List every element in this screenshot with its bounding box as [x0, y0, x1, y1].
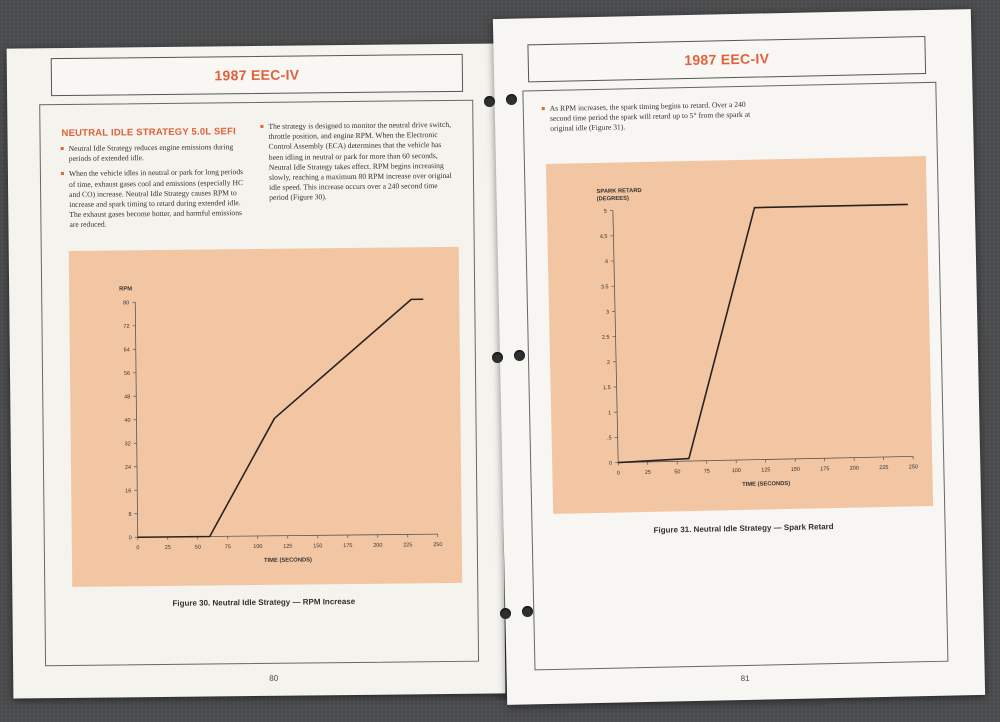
left-column-2-bullets	[259, 120, 454, 209]
y-tick-label: 0	[128, 535, 132, 542]
x-tick-label: 0	[616, 470, 621, 477]
y-tick-label: 32	[124, 441, 131, 448]
y-axis-label: (DEGREES)	[596, 195, 629, 203]
series-line	[135, 299, 425, 537]
y-tick-label: 2.5	[601, 334, 610, 341]
bullet-item: The strategy is designed to monitor the neutral drive switch, throttle position, and engine RPM. When the Electronic Control Assembly (ECA) determines that the vehicle has been idling in neutral or park for more than 60 seconds, Neutral Idle Strategy takes effect. RPM begins increasing slowly, reaching a maximum 80 RPM increase over original idle speed. This increase occurs over a 240 second time period (Figure 30).	[259, 120, 454, 204]
figure-31-caption: Figure 31. Neutral Idle Strategy — Spark Retard	[653, 522, 834, 535]
x-tick-label: 150	[790, 466, 801, 473]
x-tick-label: 25	[644, 469, 652, 476]
right-page-header	[527, 36, 926, 82]
x-tick-label: 100	[253, 543, 263, 551]
x-tick-label: 0	[136, 545, 140, 552]
x-axis-label: TIME (SECONDS)	[742, 480, 791, 488]
x-tick-label: 250	[433, 542, 443, 549]
y-tick-label: .5	[607, 435, 612, 442]
x-tick-label: 225	[403, 542, 413, 549]
right-page	[493, 9, 985, 705]
y-tick-label: 24	[124, 464, 132, 471]
y-tick-label: 1.5	[602, 385, 611, 392]
x-tick-label: 50	[194, 544, 201, 551]
bullet-item: Neutral Idle Strategy reduces engine emissions during periods of extended idle.	[60, 142, 250, 164]
left-page	[7, 43, 506, 698]
spark-retard-chart	[546, 156, 933, 514]
binder-hole	[492, 352, 503, 363]
y-tick-label: 0	[609, 460, 613, 467]
left-column-1-bullets	[60, 142, 251, 236]
bullet-item: As RPM increases, the spark timing begins to retard. Over a 240 second time period the spark will retard up to 5° from the spark at original idle (Figure 31).	[541, 100, 752, 135]
x-axis-label: TIME (SECONDS)	[263, 557, 313, 564]
x-tick-label: 50	[674, 469, 681, 476]
x-tick-label: 125	[283, 543, 293, 550]
x-tick-label: 200	[849, 465, 860, 472]
y-tick-label: 48	[124, 394, 131, 401]
y-tick-label: 2	[606, 359, 611, 366]
y-tick-label: 72	[123, 323, 130, 330]
figure-30-caption: Figure 30. Neutral Idle Strategy — RPM Increase	[172, 596, 356, 608]
bullet-item: When the vehicle idles in neutral or park for long periods of time, exhaust gases cool and emissions (especially HC and CO) increase. Neutral Idle Strategy causes RPM to increase and spark timing to retard during extended idle. The exhaust gases become hotter, and harmful emissions are reduced.	[60, 167, 251, 230]
y-axis-label: SPARK RETARD	[596, 188, 642, 195]
y-tick-label: 4.5	[599, 233, 608, 241]
left-page-header	[51, 54, 463, 96]
y-tick-label: 80	[123, 300, 130, 307]
left-header-title: 1987 EEC-IV	[214, 66, 300, 84]
section-title: NEUTRAL IDLE STRATEGY 5.0L SEFI	[61, 126, 236, 140]
x-tick-label: 225	[879, 464, 889, 472]
x-tick-label: 150	[313, 543, 323, 550]
x-tick-label: 75	[224, 544, 231, 551]
y-tick-label: 5	[603, 208, 607, 215]
binder-hole	[484, 96, 495, 107]
binder-hole	[514, 350, 525, 361]
right-page-bullets	[541, 100, 752, 140]
x-tick-label: 125	[761, 467, 771, 474]
rpm-chart	[69, 247, 462, 587]
x-tick-label: 175	[343, 542, 353, 550]
x-tick-label: 200	[373, 542, 383, 549]
x-tick-label: 100	[731, 467, 742, 475]
series-line	[613, 204, 913, 462]
y-tick-label: 3	[605, 309, 610, 316]
y-tick-label: 64	[123, 347, 130, 354]
x-tick-label: 250	[908, 464, 919, 471]
x-tick-label: 175	[820, 466, 830, 473]
binder-hole	[522, 606, 533, 617]
y-tick-label: 56	[123, 370, 131, 377]
y-tick-label: 16	[125, 488, 132, 495]
y-tick-label: 3.5	[600, 284, 609, 291]
x-tick-label: 75	[703, 468, 711, 475]
x-tick-label: 25	[164, 544, 171, 551]
y-tick-label: 8	[128, 511, 132, 518]
right-header-title: 1987 EEC-IV	[684, 50, 770, 69]
page-number-80: 80	[269, 673, 279, 683]
binder-hole	[500, 608, 511, 619]
page-number-81: 81	[740, 673, 750, 684]
y-tick-label: 4	[604, 259, 609, 266]
spark-retard-chart-panel	[546, 156, 933, 514]
y-axis-label: RPM	[119, 286, 133, 293]
binder-hole	[506, 94, 517, 105]
y-tick-label: 40	[124, 417, 131, 424]
y-tick-label: 1	[608, 410, 612, 417]
rpm-chart-panel	[69, 247, 462, 587]
